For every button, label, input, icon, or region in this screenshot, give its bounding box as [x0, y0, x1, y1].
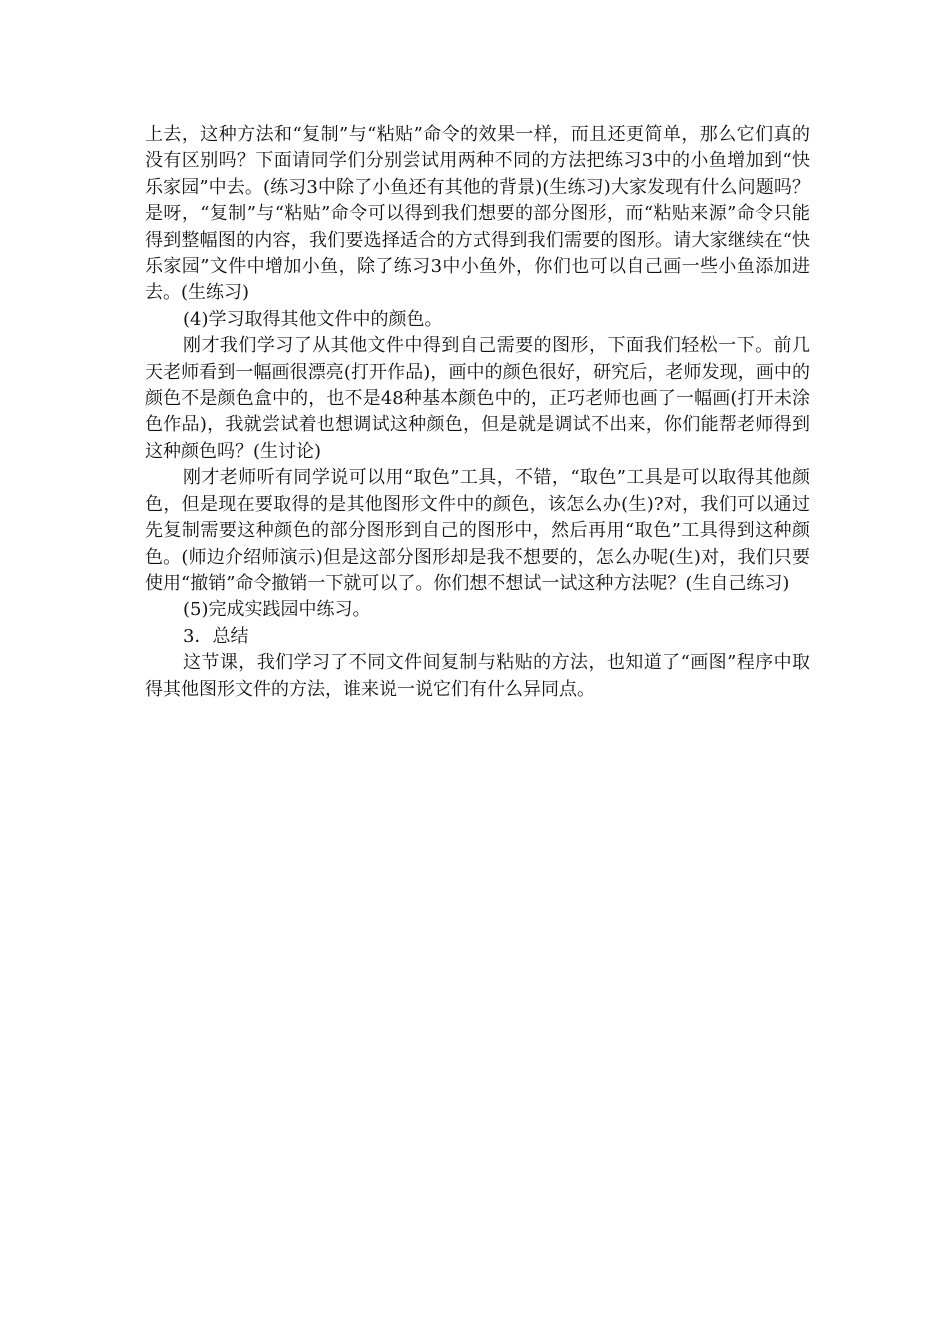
document-body: [145, 122, 810, 703]
paragraph-color-method: 刚才老师听有同学说可以用“取色”工具，不错，“取色”工具是可以取得其他颜色，但是现在要取得的是其他图形文件中的颜色，该怎么办(生)?对，我们可以通过先复制需要这种颜色的部分图形到自己的图形中，然后再用“取色”工具得到这种颜色。(师边介绍师演示)但是这部分图形却是我不想要的，怎么办呢(生)对，我们只要使用“撤销”命令撤销一下就可以了。你们想不想试一试这种方法呢？(生自己练习): [145, 467, 810, 594]
section-summary-heading: 3．总结: [183, 625, 249, 647]
paragraph-continuation: 上去，这种方法和“复制”与“粘贴”命令的效果一样，而且还更简单，那么它们真的没有区别吗？下面请同学们分别尝试用两种不同的方法把练习3中的小鱼增加到“快乐家园”中去。(练习3中除了小鱼还有其他的背景)(生练习)大家发现有什么问题吗？是呀，“复制”与“粘贴”命令可以得到我们想要的部分图形，而“粘贴来源”命令只能得到整幅图的内容，我们要选择适合的方式得到我们需要的图形。请大家继续在“快乐家园”文件中增加小鱼，除了练习3中小鱼外，你们也可以自己画一些小鱼添加进去。(生练习): [145, 124, 810, 304]
paragraph-step-5-heading: (5)完成实践园中练习。: [183, 599, 371, 621]
paragraph-step-4-heading: (4)学习取得其他文件中的颜色。: [183, 308, 443, 330]
paragraph-summary: 这节课，我们学习了不同文件间复制与粘贴的方法，也知道了“画图”程序中取得其他图形文件的方法，谁来说一说它们有什么异同点。: [145, 652, 810, 700]
paragraph-color-intro: 刚才我们学习了从其他文件中得到自己需要的图形，下面我们轻松一下。前几天老师看到一幅画很漂亮(打开作品)，画中的颜色很好，研究后，老师发现，画中的颜色不是颜色盒中的，也不是48种基本颜色中的，正巧老师也画了一幅画(打开未涂色作品)，我就尝试着也想调试这种颜色，但是就是调试不出来，你们能帮老师得到这种颜色吗？(生讨论): [145, 335, 810, 462]
